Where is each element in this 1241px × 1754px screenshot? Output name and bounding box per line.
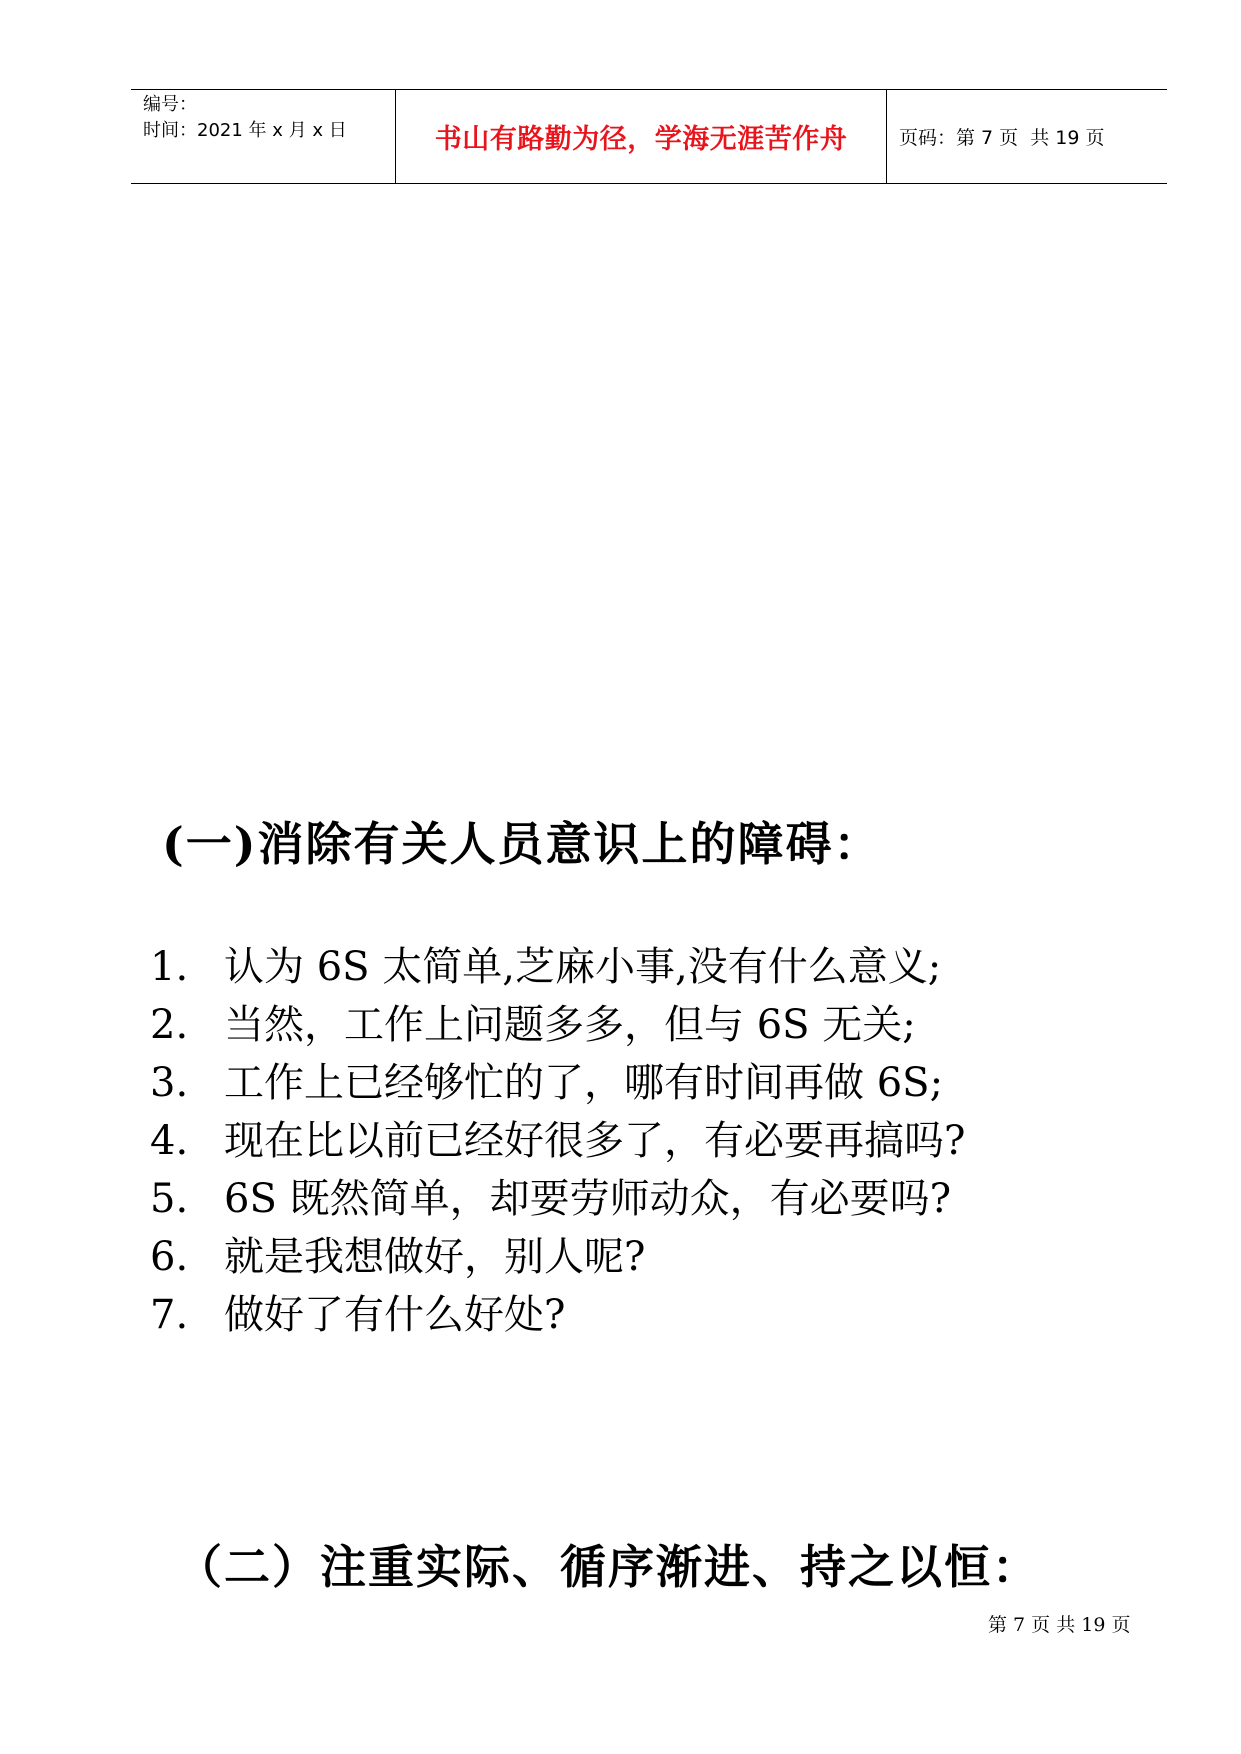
list-item: [150, 1112, 965, 1170]
time-label: 时间：2021 年 x 月 x 日: [143, 120, 347, 141]
list-item: [150, 938, 965, 996]
section-heading-2: （二）注重实际、循序渐进、持之以恒：: [176, 1540, 1040, 1594]
list-item: [150, 1054, 965, 1112]
list-item-number: 7.: [150, 1292, 189, 1338]
header-table: [131, 89, 1167, 184]
header-right-cell: [887, 90, 1167, 183]
list-item-text: 就是我想做好，别人呢?: [224, 1234, 646, 1280]
section-heading-1: (一)消除有关人员意识上的障碍：: [162, 817, 882, 871]
list-item-text: 当然，工作上问题多多，但与 6S 无关;: [224, 1002, 916, 1048]
list-item-number: 1.: [150, 944, 189, 990]
list-item: [150, 1286, 965, 1344]
header-motto-cell: [396, 90, 887, 183]
list-item: [150, 996, 965, 1054]
list-item-text: 做好了有什么好处?: [224, 1292, 566, 1338]
number-label: 编号：: [143, 94, 197, 115]
obstacle-list: [150, 938, 965, 1344]
list-item-number: 6.: [150, 1234, 189, 1280]
list-item-text: 6S 既然简单，却要劳师动众，有必要吗?: [224, 1176, 952, 1222]
list-item-text: 认为 6S 太简单,芝麻小事,没有什么意义;: [224, 944, 942, 990]
header-left-cell: [131, 90, 396, 183]
list-item-number: 4.: [150, 1118, 189, 1164]
list-item-number: 5.: [150, 1176, 189, 1222]
list-item-number: 2.: [150, 1002, 189, 1048]
list-item: [150, 1170, 965, 1228]
page-footer: 第 7 页 共 19 页: [988, 1614, 1131, 1636]
page-code: 页码：第 7 页 共 19 页: [899, 127, 1105, 149]
motto: 书山有路勤为径，学海无涯苦作舟: [434, 124, 848, 155]
list-item-number: 3.: [150, 1060, 189, 1106]
list-item-text: 工作上已经够忙的了，哪有时间再做 6S;: [224, 1060, 944, 1106]
list-item-text: 现在比以前已经好很多了，有必要再搞吗?: [224, 1118, 966, 1164]
list-item: [150, 1228, 965, 1286]
